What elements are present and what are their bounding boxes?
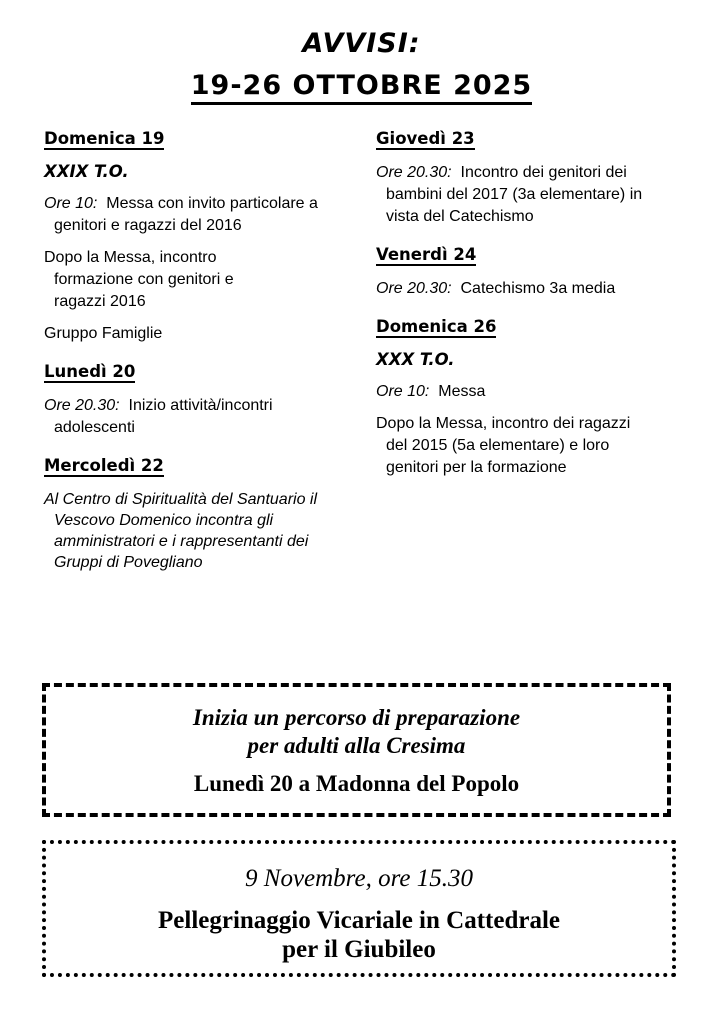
event-entry xyxy=(44,193,334,237)
day-heading-venerdi-24: Venerdì 24 xyxy=(376,245,477,264)
day-heading-giovedi-23: Giovedì 23 xyxy=(376,129,475,148)
event-entry xyxy=(376,162,676,228)
event-entry: Gruppo Famiglie xyxy=(44,325,163,342)
event-entry xyxy=(376,381,696,403)
day-heading-domenica-26: Domenica 26 xyxy=(376,317,497,336)
cresima-notice-box xyxy=(42,683,671,817)
event-entry: Dopo la Messa, incontro dei ragazzi del 2015 (5a elementare) e loro genitori per la formazione xyxy=(376,415,631,476)
liturgical-week: XXX T.O. xyxy=(376,350,455,369)
notice-line: Lunedì 20 a Madonna del Popolo xyxy=(193,771,520,796)
event-time: Ore 10: xyxy=(44,195,98,212)
event-time: Ore 20.30: xyxy=(44,397,120,414)
notice-line: Pellegrinaggio Vicariale in Cattedrale xyxy=(158,907,560,934)
event-time: Ore 20.30: xyxy=(376,164,452,181)
notice-line: per il Giubileo xyxy=(282,936,436,963)
event-time: Ore 10: xyxy=(376,383,430,400)
event-entry: Al Centro di Spiritualità del Santuario il Vescovo Domenico incontra gli amministratori e i rappresentanti dei Gruppi di Povegliano xyxy=(44,491,318,571)
event-text: Messa con invito particolare a genitori e ragazzi del 2016 xyxy=(54,195,318,234)
event-text: Incontro dei genitori dei bambini del 2017 (3a elementare) in vista del Catechismo xyxy=(386,164,643,225)
event-entry xyxy=(44,395,339,439)
dates-text: 19-26 OTTOBRE 2025 xyxy=(191,70,532,105)
notice-line: per adulti alla Cresima xyxy=(247,733,466,758)
page-subtitle-dates xyxy=(0,70,723,101)
pilgrimage-notice-box xyxy=(42,840,676,977)
event-text: Messa xyxy=(438,383,486,400)
day-heading-domenica-19: Domenica 19 xyxy=(44,129,165,148)
event-time: Ore 20.30: xyxy=(376,280,452,297)
event-text: Catechismo 3a media xyxy=(460,280,616,297)
page-title: AVVISI: xyxy=(302,28,421,59)
left-column xyxy=(44,130,354,583)
event-entry: Dopo la Messa, incontro formazione con genitori e ragazzi 2016 xyxy=(44,249,234,310)
day-heading-mercoledi-22: Mercoledì 22 xyxy=(44,456,164,475)
event-text: Inizio attività/incontri adolescenti xyxy=(54,397,273,436)
liturgical-week: XXIX T.O. xyxy=(44,162,129,181)
right-column xyxy=(376,130,696,489)
day-heading-lunedi-20: Lunedì 20 xyxy=(44,362,136,381)
event-entry xyxy=(376,278,696,300)
notice-line: Inizia un percorso di preparazione xyxy=(192,705,521,730)
notice-line: 9 Novembre, ore 15.30 xyxy=(245,865,473,892)
